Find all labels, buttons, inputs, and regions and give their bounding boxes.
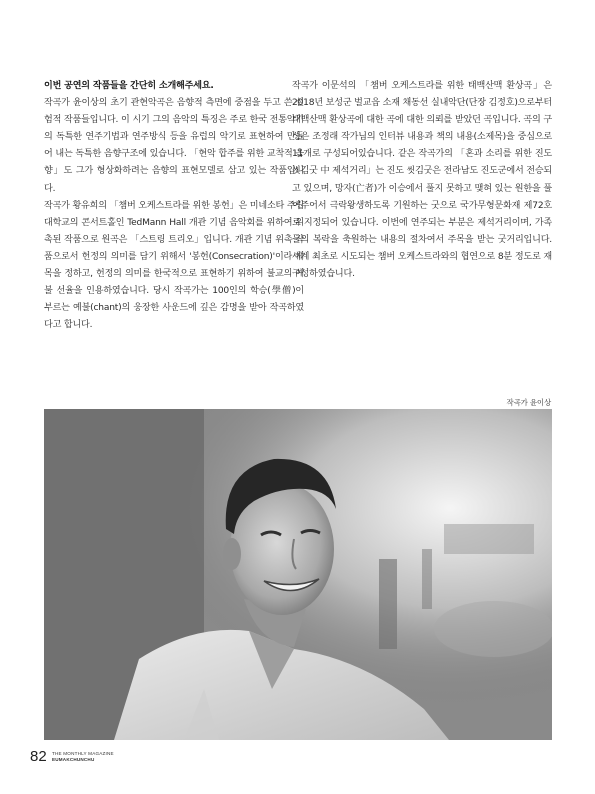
answer-paragraph-1: 작곡가 윤이상의 초기 관현악곡은 음향적 측면에 중점을 두고 쓴 실험적 작품들입니다. 이 시기 그의 음악의 특징은 주로 한국 전통악기의 독특한 연주기법과 연주방식 등을 유럽의 악기로 표현하여 만들어 내는 독특한 음향구조에 있습니다. 「현악 합주를 위한 교착적 음향」도 그가 형상화하려는 음향의 표현모델로 삼고 있는 작품입니다.: [44, 98, 304, 194]
portrait-illustration: [44, 409, 552, 740]
right-text-column: [292, 78, 552, 283]
magazine-name-line2: EUMAKCHUNCHU: [52, 757, 95, 762]
photo-caption: 작곡가 윤이상: [506, 398, 551, 407]
left-text-column: [44, 78, 304, 334]
answer-paragraph-3: 작곡가 이문석의 「챔버 오케스트라를 위한 태백산맥 환상곡」은 2018년 보성군 벌교읍 소재 채동선 실내악단(단장 김정호)으로부터 태백산맥 환상곡에 대한 곡에 대한 의뢰를 받았던 곡입니다. 곡의 구성은 조정래 작가님의 인터뷰 내용과 책의 내용(소제목)을 중심으로 11개로 구성되어있습니다. 같은 작곡가의 「혼과 소리를 위한 진도 씻김굿 中 제석거리」는 진도 씻김굿은 전라남도 진도군에서 전승되고 있으며, 망자(亡者)가 이승에서 풀지 못하고 맺혀 있는 원한을 풀어주어서 극락왕생하도록 기원하는 굿으로 국가무형문화재 제72호로 지정되어 있습니다. 이번에 연주되는 부분은 제석거리이며, 가족들의 복락을 축원하는 내용의 절차여서 주목을 받는 굿거리입니다. 세계 최초로 시도되는 챔버 오케스트라와의 협연으로 8분 정도로 재구성하였습니다.: [292, 81, 552, 280]
interview-question: 이번 공연의 작품들을 간단히 소개해주세요.: [44, 81, 214, 91]
magazine-name: [52, 751, 114, 763]
portrait-photo: [44, 409, 552, 740]
answer-paragraph-2: 작곡가 황유희의 「챔버 오케스트라를 위한 봉헌」은 미네소타 주립대학교의 콘서트홀인 TedMann Hall 개관 기념 음악회를 위하여 위촉된 작품으로 원곡은 「스트링 트리오」입니다. 개관 기념 위촉 작품으로서 헌정의 의미를 담기 위해서 '봉헌(Consecration)'이라 제목을 정하고, 헌정의 의미를 한국적으로 표현하기 위하여 불교의 예불 선율을 인용하였습니다. 당시 작곡가는 100인의 학승(學僧)이 부르는 예불(chant)의 웅장한 사운드에 깊은 감명을 받아 작곡하였다고 합니다.: [44, 200, 304, 331]
page-number: 82: [30, 748, 47, 765]
magazine-name-line1: THE MONTHLY MAGAZINE: [52, 751, 114, 756]
